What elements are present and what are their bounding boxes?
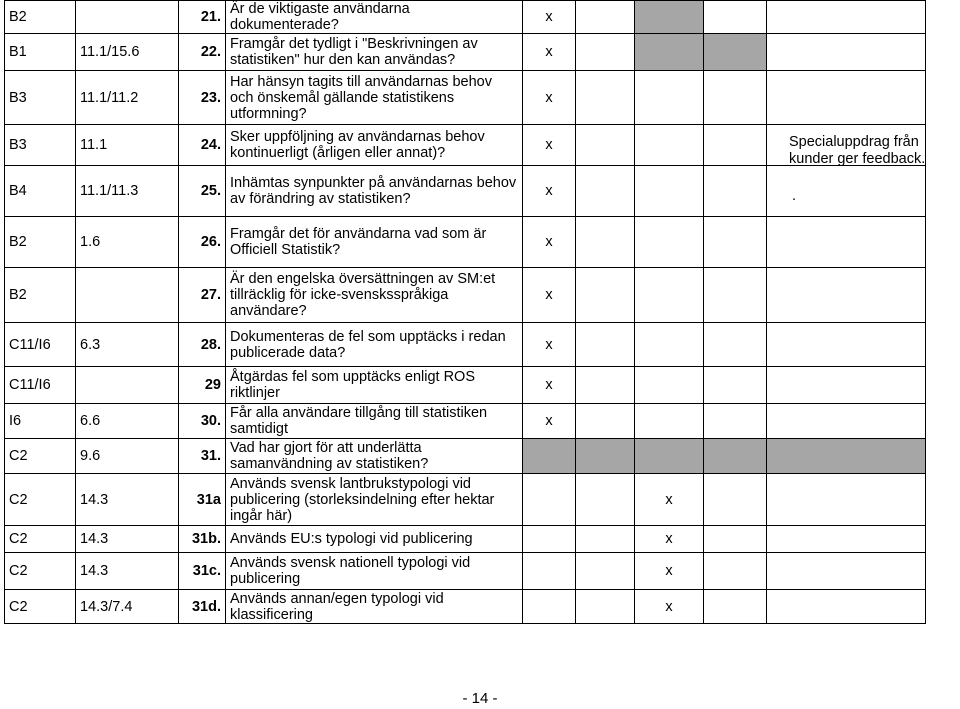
- table-row: [5, 526, 926, 553]
- row-number: 31a: [179, 474, 226, 526]
- row-question: Framgår det för användarna vad som är Officiell Statistik?: [226, 217, 523, 268]
- row-number: 31.: [179, 439, 226, 474]
- row-question: Sker uppföljning av användarnas behov kontinuerligt (årligen eller annat)?: [226, 125, 523, 166]
- row-code: B4: [5, 166, 76, 217]
- table-row: [5, 166, 926, 217]
- row-reference: 14.3: [76, 474, 179, 526]
- row-number: 23.: [179, 71, 226, 125]
- comment-text: Specialuppdrag från kunder ger feedback.: [789, 134, 926, 167]
- row-reference: [76, 1, 179, 34]
- row-number: 31b.: [179, 526, 226, 553]
- table-row: [5, 474, 926, 526]
- row-code: B3: [5, 71, 76, 125]
- row-number: 30.: [179, 404, 226, 439]
- row-reference: 11.1/11.3: [76, 166, 179, 217]
- row-number: 29: [179, 367, 226, 404]
- table-row: [5, 268, 926, 323]
- row-number: 26.: [179, 217, 226, 268]
- row-question: Används svensk nationell typologi vid publicering: [226, 553, 523, 590]
- table-row: [5, 1, 926, 34]
- row-reference: 14.3/7.4: [76, 590, 179, 624]
- mark-yes: x: [523, 71, 576, 125]
- table-row: [5, 590, 926, 624]
- row-reference: 11.1: [76, 125, 179, 166]
- mark-yes: x: [635, 553, 704, 590]
- table-row: [5, 323, 926, 367]
- row-question: Har hänsyn tagits till användarnas behov och önskemål gällande statistikens utformning?: [226, 71, 523, 125]
- row-reference: [76, 367, 179, 404]
- row-code: B2: [5, 1, 76, 34]
- row-number: 25.: [179, 166, 226, 217]
- table-row: [5, 439, 926, 474]
- mark-yes: x: [523, 1, 576, 34]
- mark-yes: x: [523, 125, 576, 166]
- mark-yes: x: [523, 367, 576, 404]
- row-code: C11/I6: [5, 367, 76, 404]
- row-code: C2: [5, 526, 76, 553]
- row-code: C2: [5, 474, 76, 526]
- row-reference: [76, 268, 179, 323]
- page-number: - 14 -: [462, 690, 498, 707]
- row-reference: 9.6: [76, 439, 179, 474]
- row-question: Inhämtas synpunkter på användarnas behov av förändring av statistiken?: [226, 166, 523, 217]
- table-row: [5, 71, 926, 125]
- mark-yes: x: [523, 268, 576, 323]
- mark-yes: x: [635, 590, 704, 624]
- row-code: C11/I6: [5, 323, 76, 367]
- row-code: B3: [5, 125, 76, 166]
- row-code: B1: [5, 34, 76, 71]
- checklist-table: [4, 0, 926, 624]
- table-row: [5, 34, 926, 71]
- mark-yes: x: [635, 474, 704, 526]
- mark-yes: x: [635, 526, 704, 553]
- row-reference: 14.3: [76, 526, 179, 553]
- table-row: [5, 553, 926, 590]
- row-question: Vad har gjort för att underlätta samanvändning av statistiken?: [226, 439, 523, 474]
- row-number: 31d.: [179, 590, 226, 624]
- row-code: C2: [5, 553, 76, 590]
- mark-yes: x: [523, 404, 576, 439]
- row-question: Framgår det tydligt i "Beskrivningen av statistiken" hur den kan användas?: [226, 34, 523, 71]
- row-number: 31c.: [179, 553, 226, 590]
- row-reference: 1.6: [76, 217, 179, 268]
- row-number: 24.: [179, 125, 226, 166]
- table-row: [5, 217, 926, 268]
- row-question: Dokumenteras de fel som upptäcks i redan publicerade data?: [226, 323, 523, 367]
- mark-yes: x: [523, 217, 576, 268]
- row-question: Används annan/egen typologi vid klassificering: [226, 590, 523, 624]
- row-code: B2: [5, 217, 76, 268]
- row-code: B2: [5, 268, 76, 323]
- comment-dot: .: [792, 188, 797, 204]
- row-question: Används svensk lantbrukstypologi vid publicering (storleksindelning efter hektar ingår här): [226, 474, 523, 526]
- table-row: [5, 404, 926, 439]
- row-question: Åtgärdas fel som upptäcks enligt ROS riktlinjer: [226, 367, 523, 404]
- row-reference: 11.1/15.6: [76, 34, 179, 71]
- row-question: Är den engelska översättningen av SM:et tillräcklig för icke-svensksspråkiga användare?: [226, 268, 523, 323]
- row-reference: 6.6: [76, 404, 179, 439]
- row-reference: 6.3: [76, 323, 179, 367]
- mark-yes: x: [523, 166, 576, 217]
- table-row: [5, 125, 926, 166]
- row-number: 28.: [179, 323, 226, 367]
- row-code: C2: [5, 439, 76, 474]
- row-number: 27.: [179, 268, 226, 323]
- row-question: Är de viktigaste användarna dokumenterade?: [226, 1, 523, 34]
- mark-yes: x: [523, 34, 576, 71]
- row-reference: 14.3: [76, 553, 179, 590]
- row-question: Får alla användare tillgång till statistiken samtidigt: [226, 404, 523, 439]
- row-number: 21.: [179, 1, 226, 34]
- row-code: C2: [5, 590, 76, 624]
- row-code: I6: [5, 404, 76, 439]
- mark-yes: x: [523, 323, 576, 367]
- row-question: Används EU:s typologi vid publicering: [226, 526, 523, 553]
- table-row: [5, 367, 926, 404]
- row-reference: 11.1/11.2: [76, 71, 179, 125]
- mark-yes: [523, 439, 576, 474]
- row-number: 22.: [179, 34, 226, 71]
